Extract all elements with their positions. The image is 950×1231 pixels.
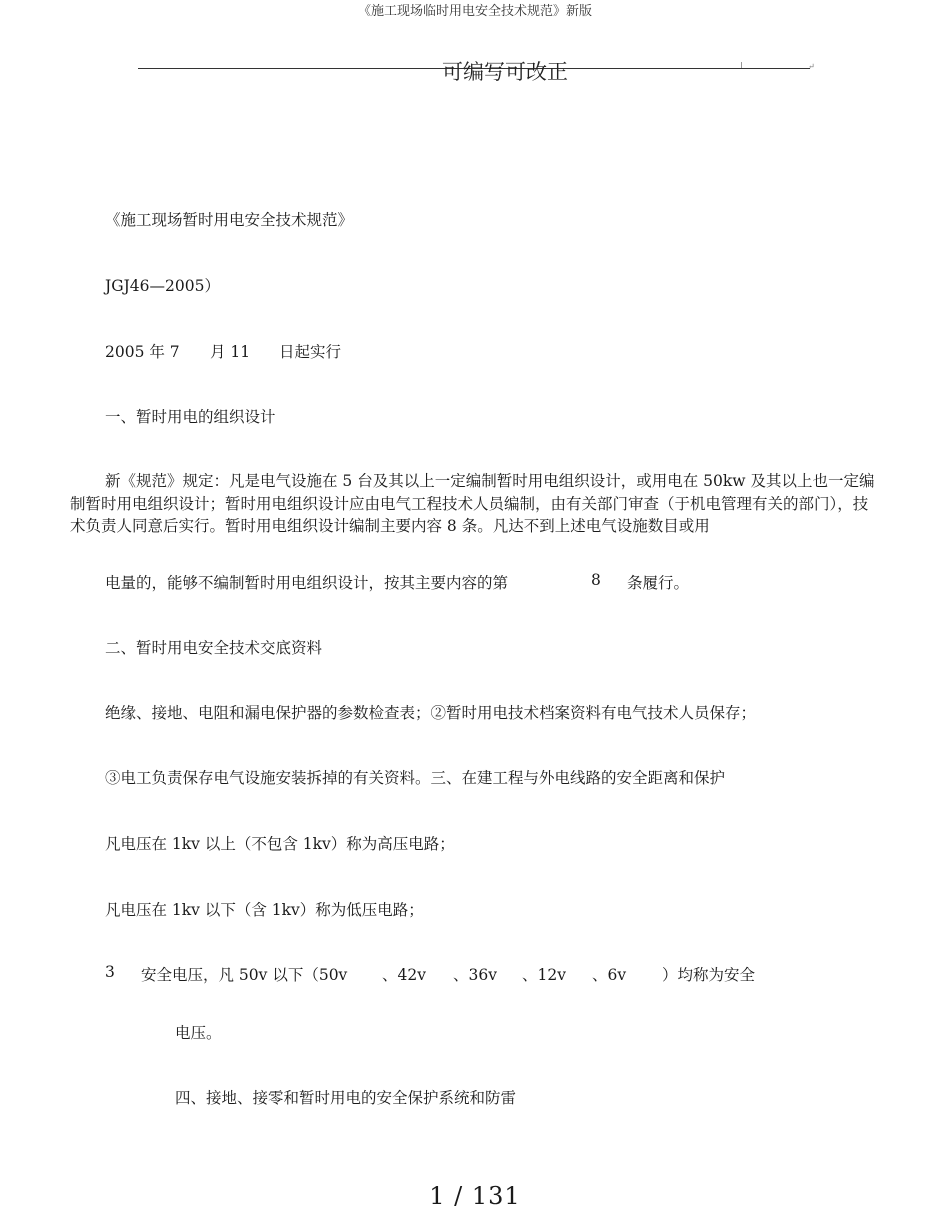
margin-tick (741, 62, 742, 68)
standard-code: JGJ46—2005） (105, 277, 220, 295)
text-line-high-voltage: 凡电压在 1kv 以上（不包含 1kv）称为高压电路； (105, 835, 455, 853)
running-header: 《施工现场临时用电安全技术规范》新版 (357, 4, 592, 19)
paragraph-mark-icon: ↵ (808, 62, 815, 71)
effective-date-tail: 日起实行 (279, 343, 342, 361)
page-number: 1 / 131 (429, 1182, 521, 1210)
paragraph-continuation-number: 8 (591, 571, 601, 589)
effective-date-month: 月 11 (210, 343, 251, 361)
item-3-value-12v: 、12v (522, 966, 566, 984)
section-heading-2: 二、暂时用电安全技术交底资料 (105, 639, 323, 657)
item-3-value-36v: 、36v (453, 966, 497, 984)
effective-date-year: 2005 年 7 (105, 343, 180, 361)
paragraph-continuation: 电量的，能够不编制暂时用电组织设计，按其主要内容的第 (105, 574, 509, 592)
item-3-value-6v: 、6v (592, 966, 627, 984)
text-line-insulation: 绝缘、接地、电阻和漏电保护器的参数检查表；②暂时用电技术档案资料有电气技术人员保存； (105, 704, 757, 722)
section-heading-4: 四、接地、接零和暂时用电的安全保护系统和防雷 (175, 1089, 517, 1107)
section-heading-1: 一、暂时用电的组织设计 (105, 408, 276, 426)
item-3-value-42v: 、42v (382, 966, 426, 984)
paragraph-continuation-tail: 条履行。 (627, 574, 690, 592)
watermark-text: 可编写可改正 (442, 60, 568, 84)
document-title: 《施工现场暂时用电安全技术规范》 (105, 211, 354, 229)
item-3-text: 安全电压，凡 50v 以下（50v (141, 966, 348, 984)
paragraph-organization-design: 新《规范》规定：凡是电气设施在 5 台及其以上一定编制暂时用电组织设计，或用电在 50kw 及其以上也一定编制暂时用电组织设计；暂时用电组织设计应由电气工程技术人员编制，由有关部门审查（于机电管理有关的部门），技术负责人同意后实行。暂时用电组织设计编制主要内容 8 条。凡达不到上述电气设施数目或用 (70, 472, 875, 535)
text-line-electrician: ③电工负责保存电气设施安装拆掉的有关资料。三、在建工程与外电线路的安全距离和保护 (105, 769, 726, 787)
text-line-low-voltage: 凡电压在 1kv 以下（含 1kv）称为低压电路； (105, 901, 424, 919)
item-3-continuation: 电压。 (175, 1024, 222, 1042)
item-3-tail: ）均称为安全 (662, 966, 756, 984)
item-3-number: 3 (105, 963, 115, 981)
